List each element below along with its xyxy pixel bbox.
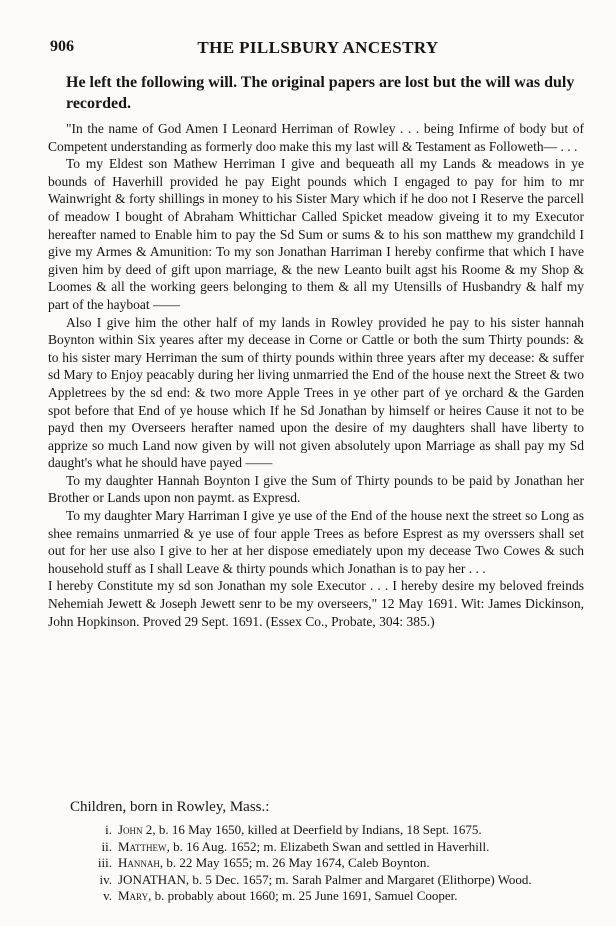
children-heading: Children, born in Rowley, Mass.: <box>70 799 270 815</box>
will-paragraph: To my daughter Mary Harriman I give ye use of the End of the house next the street so Long as shee remains unmarried & ye use of four apple Trees as before Esprest as my overssers shall set out for her use also I give to her at her dispose emediately upon my decease Two Cowes & such household stuff as I shall Leave & thirty pounds which Jonathan is to pay her . . . <box>48 508 584 576</box>
child-details: , b. 5 Dec. 1657; m. Sarah Palmer and Margaret (Elithorpe) Wood. <box>185 871 532 887</box>
child-details: , b. 16 Aug. 1652; m. Elizabeth Swan and settled in Haverhill. <box>166 838 490 854</box>
intro-paragraph: He left the following will. The original papers are lost but the will was duly recorded. <box>66 74 575 112</box>
child-number: ii. <box>101 838 112 854</box>
child-name: John 2 <box>118 822 153 837</box>
page-number: 906 <box>50 38 74 55</box>
child-number: iv. <box>99 871 112 887</box>
child-entry <box>88 822 588 839</box>
child-number: v. <box>103 888 112 903</box>
running-title: THE PILLSBURY ANCESTRY <box>197 38 439 57</box>
child-details: , b. probably about 1660; m. 25 June 1691, Samuel Cooper. <box>148 888 458 903</box>
will-paragraph: Also I give him the other half of my lands in Rowley provided he pay to his sister hannah Boynton within Six yeares after my decease in Corne or Cattle or both the sum Thirty pounds: & to his sister mary Herriman the sum of thirty pounds within three years after my decease: & suffer sd Mary to Enjoy peacably during her living unmarried the End of the house next the Street & two Appletrees by the sd end: & two more Apple Trees in ye other part of ye orchard & the Garden spot before that End of ye house which If he Sd Jonathan by himself or heires Cause it not to be payd then my Overseers herafter named upon the desire of my daughters shall have liberty to apprize so much Land now given by will not given absolutely upon Marriage as shall pay my Sd daught's what he should have payed —— <box>48 314 584 471</box>
child-entry <box>88 839 588 856</box>
will-paragraph: I hereby Constitute my sd son Jonathan my sole Executor . . . I hereby desire my beloved freinds Nehemiah Jewett & Joseph Jewett senr to be my overseers," 12 May 1691. Wit: James Dickinson, John Hopkinson. Proved 29 Sept. 1691. (Essex Co., Probate, 304: 385.) <box>48 578 584 629</box>
child-entry <box>88 855 588 872</box>
child-details: , b. 16 May 1650, killed at Deerfield by Indians, 18 Sept. 1675. <box>152 822 482 837</box>
child-details: , b. 22 May 1655; m. 26 May 1674, Caleb Boynton. <box>159 855 430 870</box>
will-text <box>48 120 584 630</box>
children-list <box>88 822 588 905</box>
will-paragraph: "In the name of God Amen I Leonard Herriman of Rowley . . . being Infirme of body but of Competent understanding as formerly doo make this my last will & Testament as Followeth— . . . <box>48 121 584 154</box>
will-paragraph: To my Eldest son Mathew Herriman I give and bequeath all my Lands & meadows in ye bounds of Haverhill provided he pay Eight pounds which I engaged to pay for him to mr Wainwright & forty shillings in money to his Sister Mary which if he doo not I Reserve the parcell of meadow I bought of Abraham Whittichar Called Spicket meadow giveing it to my Executor hereafter named to Enable him to pay the Sd Sum or sums & to his son matthew my grandchild I give my Armes & Amunition: To my son Jonathan Harriman I hereby confirme that which I have given him by deed of gift upon marriage, & the new Leanto built agst his Roome & my Shop & Loomes & all the working geers belonging to them & all my Utensills of Husbandry & half my part of the hayboat —— <box>48 156 584 312</box>
will-paragraph: To my daughter Hannah Boynton I give the Sum of Thirty pounds to be paid by Jonathan her Brother or Lands upon non paymt. as Expresd. <box>48 472 584 506</box>
child-number: i. <box>105 822 112 837</box>
page-header <box>50 38 586 60</box>
child-entry <box>88 888 588 905</box>
child-name: Mary <box>118 888 149 903</box>
child-name: Matthew <box>118 838 167 854</box>
child-number: iii. <box>97 855 112 870</box>
child-name: Hannah <box>118 855 160 870</box>
child-name: JONATHAN <box>118 871 186 887</box>
child-entry <box>88 872 588 889</box>
